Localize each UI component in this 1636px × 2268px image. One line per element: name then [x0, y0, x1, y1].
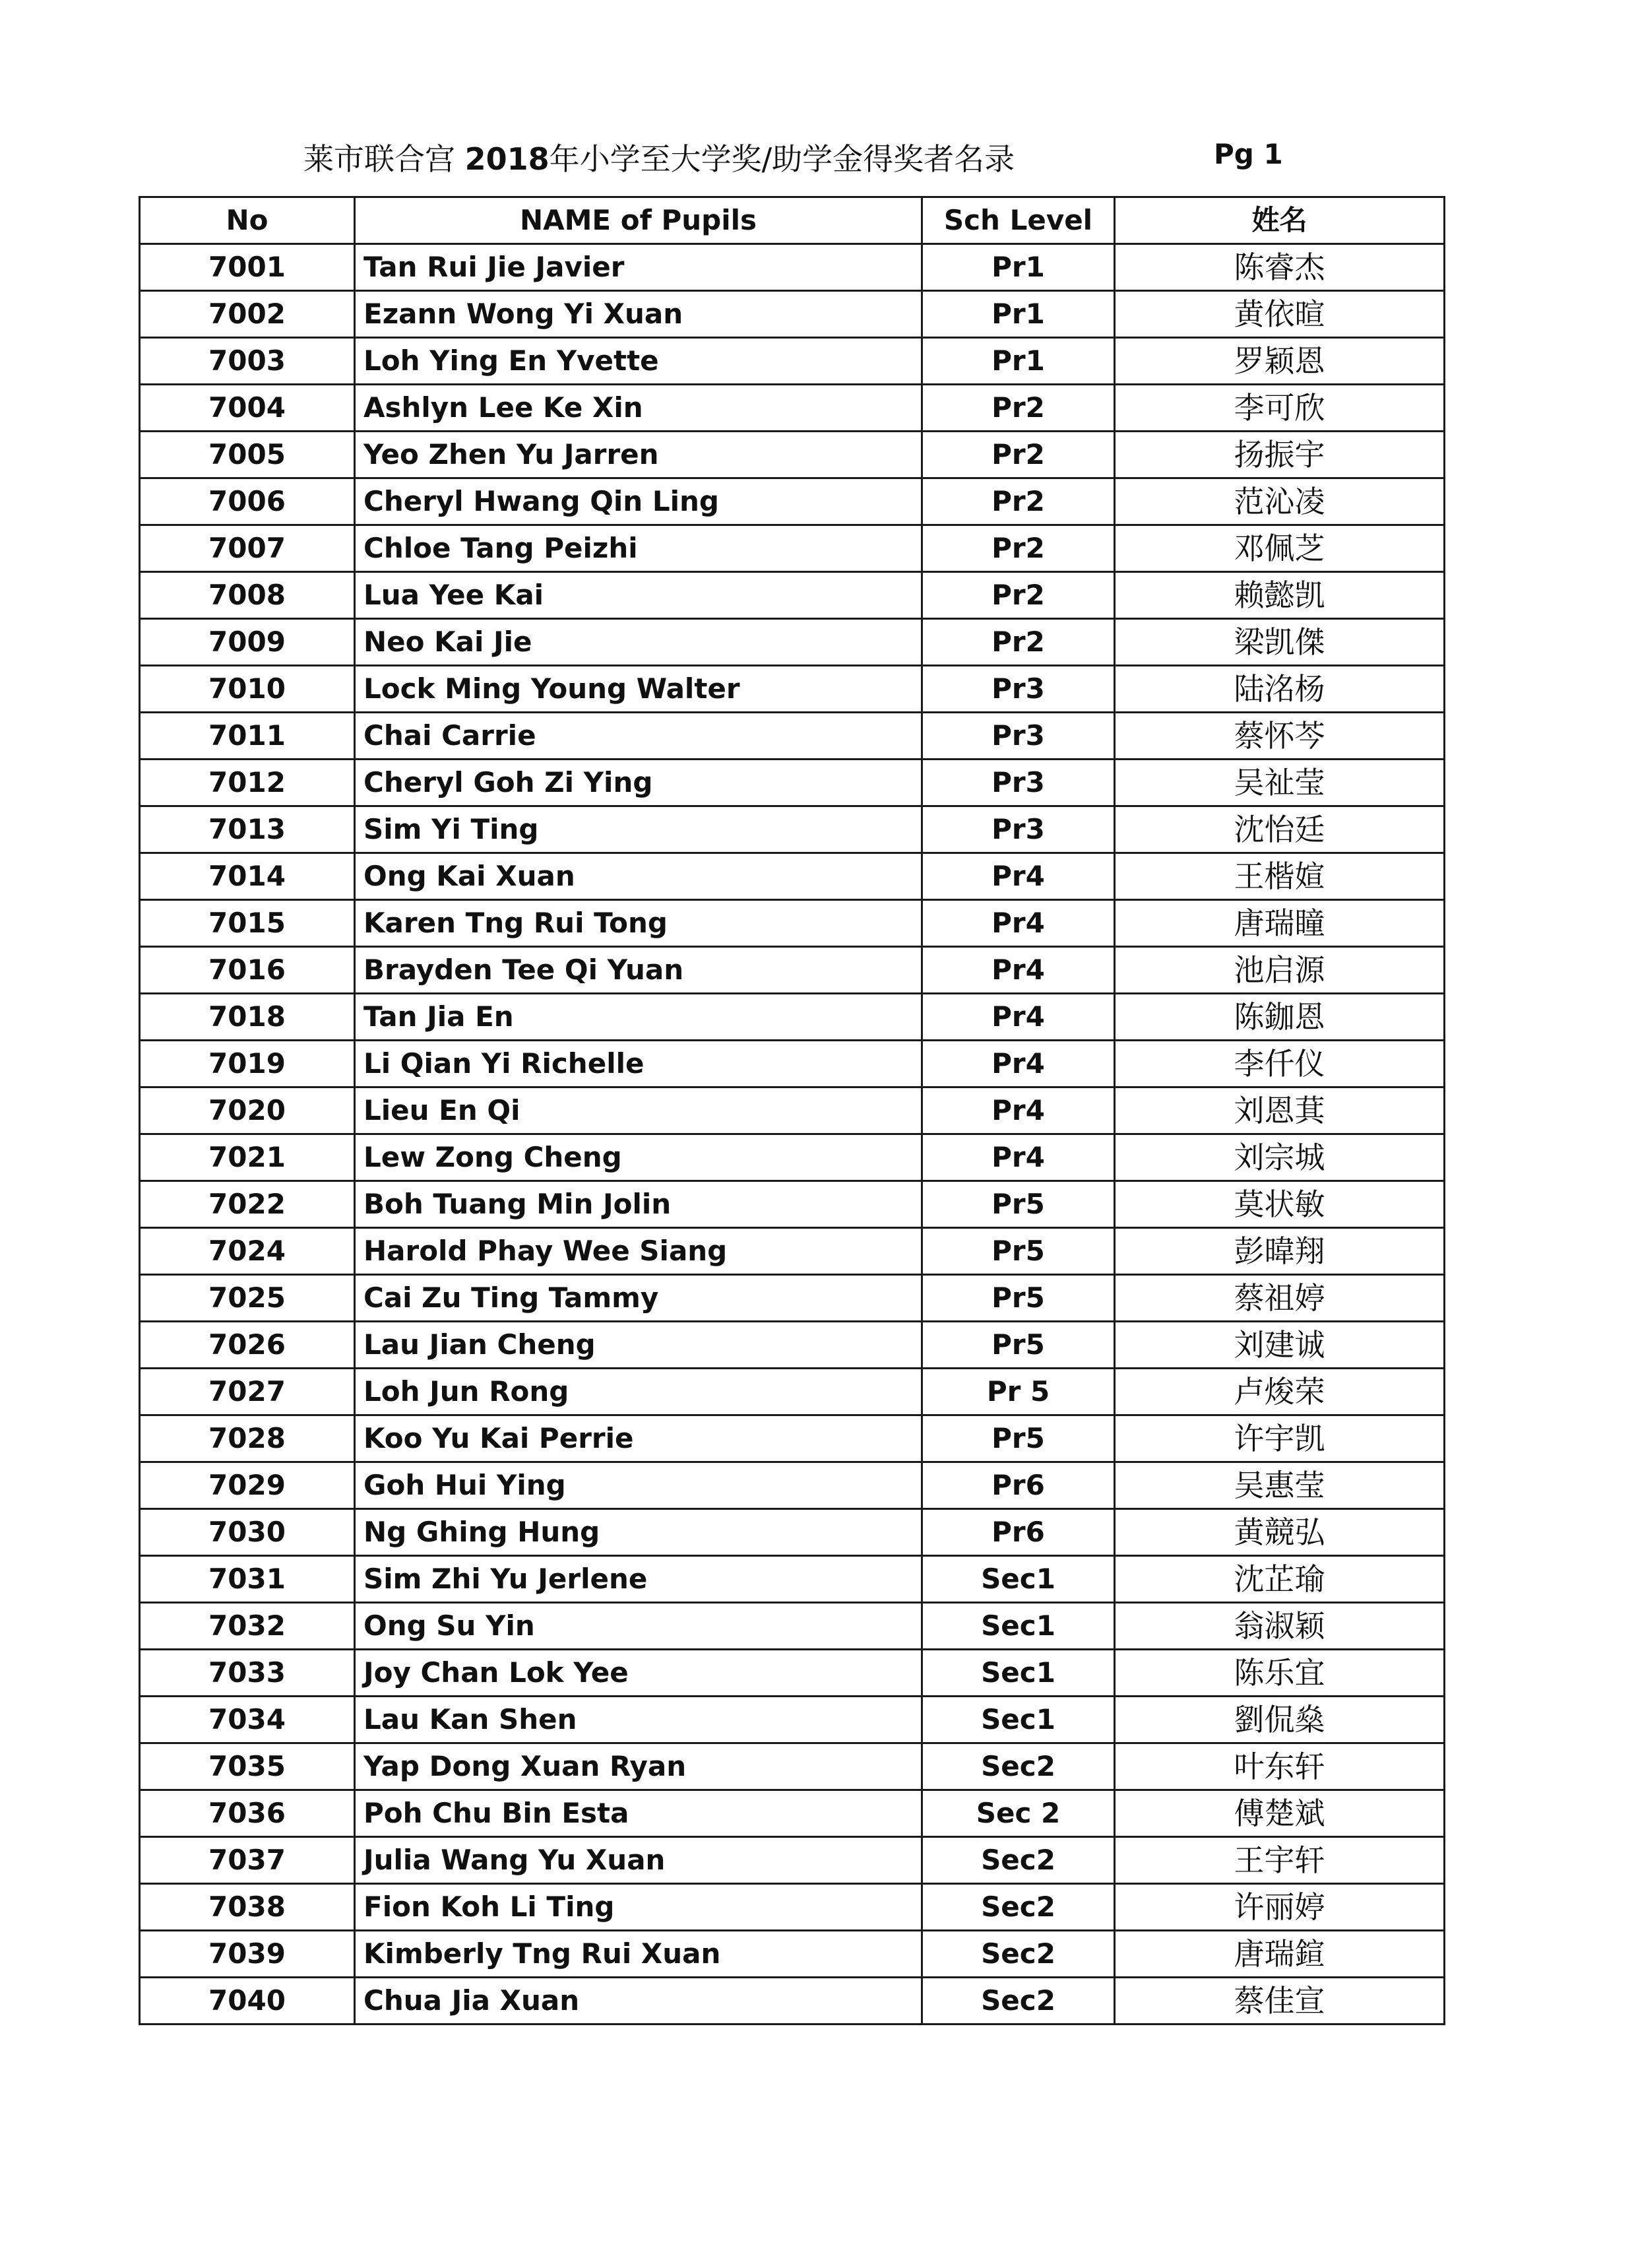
- cell-chinese-name: 黄依暄: [1115, 291, 1445, 338]
- cell-chinese-name: 傅楚斌: [1115, 1790, 1445, 1837]
- cell-chinese-name: 梁凯傑: [1115, 619, 1445, 666]
- cell-school-level: Pr3: [922, 713, 1115, 760]
- table-row: [140, 666, 1445, 713]
- column-header-chinese-name: 姓名: [1115, 197, 1445, 244]
- cell-chinese-name: 唐瑞瞳: [1115, 900, 1445, 947]
- cell-number: 7035: [140, 1743, 355, 1790]
- table-row: [140, 1884, 1445, 1931]
- cell-number: 7011: [140, 713, 355, 760]
- table-row: [140, 338, 1445, 385]
- awardees-table: [139, 196, 1445, 2025]
- cell-chinese-name: 翁淑颖: [1115, 1603, 1445, 1650]
- cell-chinese-name: 刘宗城: [1115, 1134, 1445, 1181]
- table-row: [140, 1837, 1445, 1884]
- cell-chinese-name: 罗颖恩: [1115, 338, 1445, 385]
- cell-chinese-name: 吴惠莹: [1115, 1462, 1445, 1509]
- table-row: [140, 1790, 1445, 1837]
- cell-pupil-name: Lua Yee Kai: [355, 572, 922, 619]
- cell-pupil-name: Poh Chu Bin Esta: [355, 1790, 922, 1837]
- cell-number: 7039: [140, 1931, 355, 1978]
- table-row: [140, 853, 1445, 900]
- table-row: [140, 1556, 1445, 1603]
- cell-chinese-name: 蔡怀芩: [1115, 713, 1445, 760]
- table-row: [140, 1275, 1445, 1322]
- table-row: [140, 994, 1445, 1041]
- cell-school-level: Pr2: [922, 478, 1115, 525]
- cell-number: 7016: [140, 947, 355, 994]
- cell-chinese-name: 刘恩萁: [1115, 1087, 1445, 1134]
- page-number: Pg 1: [1214, 138, 1283, 170]
- cell-number: 7020: [140, 1087, 355, 1134]
- cell-number: 7018: [140, 994, 355, 1041]
- cell-chinese-name: 陈乐宜: [1115, 1650, 1445, 1697]
- table-row: [140, 1415, 1445, 1462]
- title-year: 2018: [464, 141, 550, 177]
- cell-chinese-name: 王宇轩: [1115, 1837, 1445, 1884]
- table-row: [140, 713, 1445, 760]
- cell-number: 7027: [140, 1369, 355, 1415]
- cell-pupil-name: Chai Carrie: [355, 713, 922, 760]
- cell-pupil-name: Joy Chan Lok Yee: [355, 1650, 922, 1697]
- cell-pupil-name: Loh Ying En Yvette: [355, 338, 922, 385]
- table-row: [140, 1978, 1445, 2025]
- cell-school-level: Pr4: [922, 1087, 1115, 1134]
- cell-number: 7012: [140, 760, 355, 806]
- table-row: [140, 572, 1445, 619]
- column-header-level: Sch Level: [922, 197, 1115, 244]
- cell-chinese-name: 赖懿凯: [1115, 572, 1445, 619]
- cell-pupil-name: Lieu En Qi: [355, 1087, 922, 1134]
- cell-school-level: Pr5: [922, 1322, 1115, 1369]
- cell-number: 7003: [140, 338, 355, 385]
- table-row: [140, 900, 1445, 947]
- cell-chinese-name: 李可欣: [1115, 385, 1445, 432]
- cell-school-level: Sec 2: [922, 1790, 1115, 1837]
- cell-pupil-name: Chua Jia Xuan: [355, 1978, 922, 2025]
- cell-chinese-name: 黄競弘: [1115, 1509, 1445, 1556]
- cell-pupil-name: Cai Zu Ting Tammy: [355, 1275, 922, 1322]
- cell-chinese-name: 许宇凯: [1115, 1415, 1445, 1462]
- cell-chinese-name: 范沁凌: [1115, 478, 1445, 525]
- cell-number: 7014: [140, 853, 355, 900]
- cell-pupil-name: Ong Kai Xuan: [355, 853, 922, 900]
- cell-pupil-name: Sim Zhi Yu Jerlene: [355, 1556, 922, 1603]
- cell-school-level: Sec1: [922, 1650, 1115, 1697]
- cell-pupil-name: Loh Jun Rong: [355, 1369, 922, 1415]
- table-row: [140, 1697, 1445, 1743]
- cell-pupil-name: Yeo Zhen Yu Jarren: [355, 432, 922, 478]
- cell-chinese-name: 劉侃燊: [1115, 1697, 1445, 1743]
- cell-pupil-name: Tan Jia En: [355, 994, 922, 1041]
- cell-school-level: Sec2: [922, 1931, 1115, 1978]
- cell-pupil-name: Tan Rui Jie Javier: [355, 244, 922, 291]
- cell-chinese-name: 沈芷瑜: [1115, 1556, 1445, 1603]
- cell-pupil-name: Goh Hui Ying: [355, 1462, 922, 1509]
- cell-pupil-name: Ng Ghing Hung: [355, 1509, 922, 1556]
- table-row: [140, 1650, 1445, 1697]
- column-header-no: No: [140, 197, 355, 244]
- cell-number: 7005: [140, 432, 355, 478]
- cell-school-level: Pr4: [922, 900, 1115, 947]
- cell-school-level: Pr5: [922, 1275, 1115, 1322]
- cell-school-level: Pr2: [922, 572, 1115, 619]
- cell-chinese-name: 陆洺杨: [1115, 666, 1445, 713]
- cell-school-level: Pr1: [922, 291, 1115, 338]
- cell-school-level: Pr4: [922, 1041, 1115, 1087]
- table-row: [140, 525, 1445, 572]
- cell-school-level: Pr4: [922, 1134, 1115, 1181]
- cell-pupil-name: Li Qian Yi Richelle: [355, 1041, 922, 1087]
- table-row: [140, 1603, 1445, 1650]
- cell-pupil-name: Julia Wang Yu Xuan: [355, 1837, 922, 1884]
- table-row: [140, 760, 1445, 806]
- cell-school-level: Pr3: [922, 806, 1115, 853]
- cell-school-level: Pr4: [922, 853, 1115, 900]
- cell-pupil-name: Cheryl Hwang Qin Ling: [355, 478, 922, 525]
- table-row: [140, 244, 1445, 291]
- cell-chinese-name: 刘建诚: [1115, 1322, 1445, 1369]
- table-row: [140, 1369, 1445, 1415]
- cell-school-level: Pr3: [922, 666, 1115, 713]
- table-row: [140, 1509, 1445, 1556]
- cell-chinese-name: 池启源: [1115, 947, 1445, 994]
- cell-number: 7037: [140, 1837, 355, 1884]
- cell-pupil-name: Kimberly Tng Rui Xuan: [355, 1931, 922, 1978]
- cell-pupil-name: Ezann Wong Yi Xuan: [355, 291, 922, 338]
- cell-number: 7038: [140, 1884, 355, 1931]
- cell-school-level: Pr4: [922, 994, 1115, 1041]
- cell-number: 7006: [140, 478, 355, 525]
- table-row: [140, 1931, 1445, 1978]
- table-row: [140, 1087, 1445, 1134]
- cell-chinese-name: 莫状敏: [1115, 1181, 1445, 1228]
- cell-chinese-name: 蔡佳宣: [1115, 1978, 1445, 2025]
- cell-pupil-name: Boh Tuang Min Jolin: [355, 1181, 922, 1228]
- cell-school-level: Sec2: [922, 1837, 1115, 1884]
- cell-chinese-name: 叶东轩: [1115, 1743, 1445, 1790]
- cell-number: 7002: [140, 291, 355, 338]
- cell-number: 7030: [140, 1509, 355, 1556]
- table-row: [140, 432, 1445, 478]
- cell-pupil-name: Harold Phay Wee Siang: [355, 1228, 922, 1275]
- cell-number: 7025: [140, 1275, 355, 1322]
- cell-pupil-name: Lau Kan Shen: [355, 1697, 922, 1743]
- cell-number: 7028: [140, 1415, 355, 1462]
- cell-school-level: Pr1: [922, 244, 1115, 291]
- cell-school-level: Pr2: [922, 619, 1115, 666]
- cell-pupil-name: Neo Kai Jie: [355, 619, 922, 666]
- cell-chinese-name: 陈鉫恩: [1115, 994, 1445, 1041]
- cell-school-level: Pr5: [922, 1415, 1115, 1462]
- table-row: [140, 1228, 1445, 1275]
- cell-number: 7001: [140, 244, 355, 291]
- cell-pupil-name: Lock Ming Young Walter: [355, 666, 922, 713]
- cell-chinese-name: 蔡祖婷: [1115, 1275, 1445, 1322]
- cell-chinese-name: 卢焌荣: [1115, 1369, 1445, 1415]
- cell-number: 7031: [140, 1556, 355, 1603]
- cell-pupil-name: Lew Zong Cheng: [355, 1134, 922, 1181]
- cell-school-level: Pr5: [922, 1228, 1115, 1275]
- cell-number: 7009: [140, 619, 355, 666]
- cell-chinese-name: 王楷媗: [1115, 853, 1445, 900]
- cell-school-level: Pr4: [922, 947, 1115, 994]
- table-header-row: [140, 197, 1445, 244]
- cell-number: 7034: [140, 1697, 355, 1743]
- cell-school-level: Sec2: [922, 1978, 1115, 2025]
- document-title: [303, 135, 1015, 179]
- table-row: [140, 947, 1445, 994]
- cell-number: 7013: [140, 806, 355, 853]
- cell-pupil-name: Ashlyn Lee Ke Xin: [355, 385, 922, 432]
- cell-chinese-name: 扬振宇: [1115, 432, 1445, 478]
- cell-chinese-name: 唐瑞鍹: [1115, 1931, 1445, 1978]
- cell-school-level: Sec2: [922, 1743, 1115, 1790]
- cell-school-level: Pr6: [922, 1509, 1115, 1556]
- cell-chinese-name: 陈睿杰: [1115, 244, 1445, 291]
- cell-school-level: Pr2: [922, 432, 1115, 478]
- cell-school-level: Pr3: [922, 760, 1115, 806]
- cell-number: 7010: [140, 666, 355, 713]
- cell-school-level: Sec2: [922, 1884, 1115, 1931]
- table-body: [140, 244, 1445, 2025]
- cell-school-level: Pr2: [922, 525, 1115, 572]
- table-row: [140, 1322, 1445, 1369]
- cell-school-level: Sec1: [922, 1556, 1115, 1603]
- cell-chinese-name: 邓佩芝: [1115, 525, 1445, 572]
- cell-chinese-name: 李仟仪: [1115, 1041, 1445, 1087]
- cell-number: 7015: [140, 900, 355, 947]
- cell-number: 7026: [140, 1322, 355, 1369]
- column-header-name: NAME of Pupils: [355, 197, 922, 244]
- cell-school-level: Pr2: [922, 385, 1115, 432]
- cell-school-level: Sec1: [922, 1603, 1115, 1650]
- cell-pupil-name: Fion Koh Li Ting: [355, 1884, 922, 1931]
- cell-number: 7033: [140, 1650, 355, 1697]
- table-row: [140, 619, 1445, 666]
- table-row: [140, 806, 1445, 853]
- title-suffix: 年小学至大学奖/助学金得奖者名录: [549, 141, 1015, 177]
- cell-number: 7036: [140, 1790, 355, 1837]
- cell-pupil-name: Lau Jian Cheng: [355, 1322, 922, 1369]
- table-row: [140, 1041, 1445, 1087]
- cell-number: 7008: [140, 572, 355, 619]
- cell-school-level: Pr5: [922, 1181, 1115, 1228]
- cell-number: 7007: [140, 525, 355, 572]
- cell-number: 7019: [140, 1041, 355, 1087]
- table-row: [140, 1181, 1445, 1228]
- cell-school-level: Pr 5: [922, 1369, 1115, 1415]
- cell-number: 7032: [140, 1603, 355, 1650]
- table-row: [140, 385, 1445, 432]
- cell-chinese-name: 彭暐翔: [1115, 1228, 1445, 1275]
- cell-number: 7022: [140, 1181, 355, 1228]
- cell-school-level: Pr6: [922, 1462, 1115, 1509]
- cell-number: 7029: [140, 1462, 355, 1509]
- cell-number: 7021: [140, 1134, 355, 1181]
- cell-number: 7040: [140, 1978, 355, 2025]
- cell-chinese-name: 沈怡廷: [1115, 806, 1445, 853]
- cell-pupil-name: Chloe Tang Peizhi: [355, 525, 922, 572]
- table-row: [140, 1743, 1445, 1790]
- cell-pupil-name: Karen Tng Rui Tong: [355, 900, 922, 947]
- cell-pupil-name: Koo Yu Kai Perrie: [355, 1415, 922, 1462]
- cell-chinese-name: 许丽婷: [1115, 1884, 1445, 1931]
- cell-number: 7024: [140, 1228, 355, 1275]
- table-row: [140, 1134, 1445, 1181]
- table-row: [140, 291, 1445, 338]
- cell-pupil-name: Yap Dong Xuan Ryan: [355, 1743, 922, 1790]
- cell-school-level: Sec1: [922, 1697, 1115, 1743]
- title-prefix: 莱市联合宫: [303, 141, 455, 177]
- cell-number: 7004: [140, 385, 355, 432]
- cell-chinese-name: 吴祉莹: [1115, 760, 1445, 806]
- cell-pupil-name: Cheryl Goh Zi Ying: [355, 760, 922, 806]
- table-row: [140, 1462, 1445, 1509]
- cell-pupil-name: Ong Su Yin: [355, 1603, 922, 1650]
- document-header: [303, 129, 1359, 195]
- cell-school-level: Pr1: [922, 338, 1115, 385]
- cell-pupil-name: Sim Yi Ting: [355, 806, 922, 853]
- cell-pupil-name: Brayden Tee Qi Yuan: [355, 947, 922, 994]
- table-row: [140, 478, 1445, 525]
